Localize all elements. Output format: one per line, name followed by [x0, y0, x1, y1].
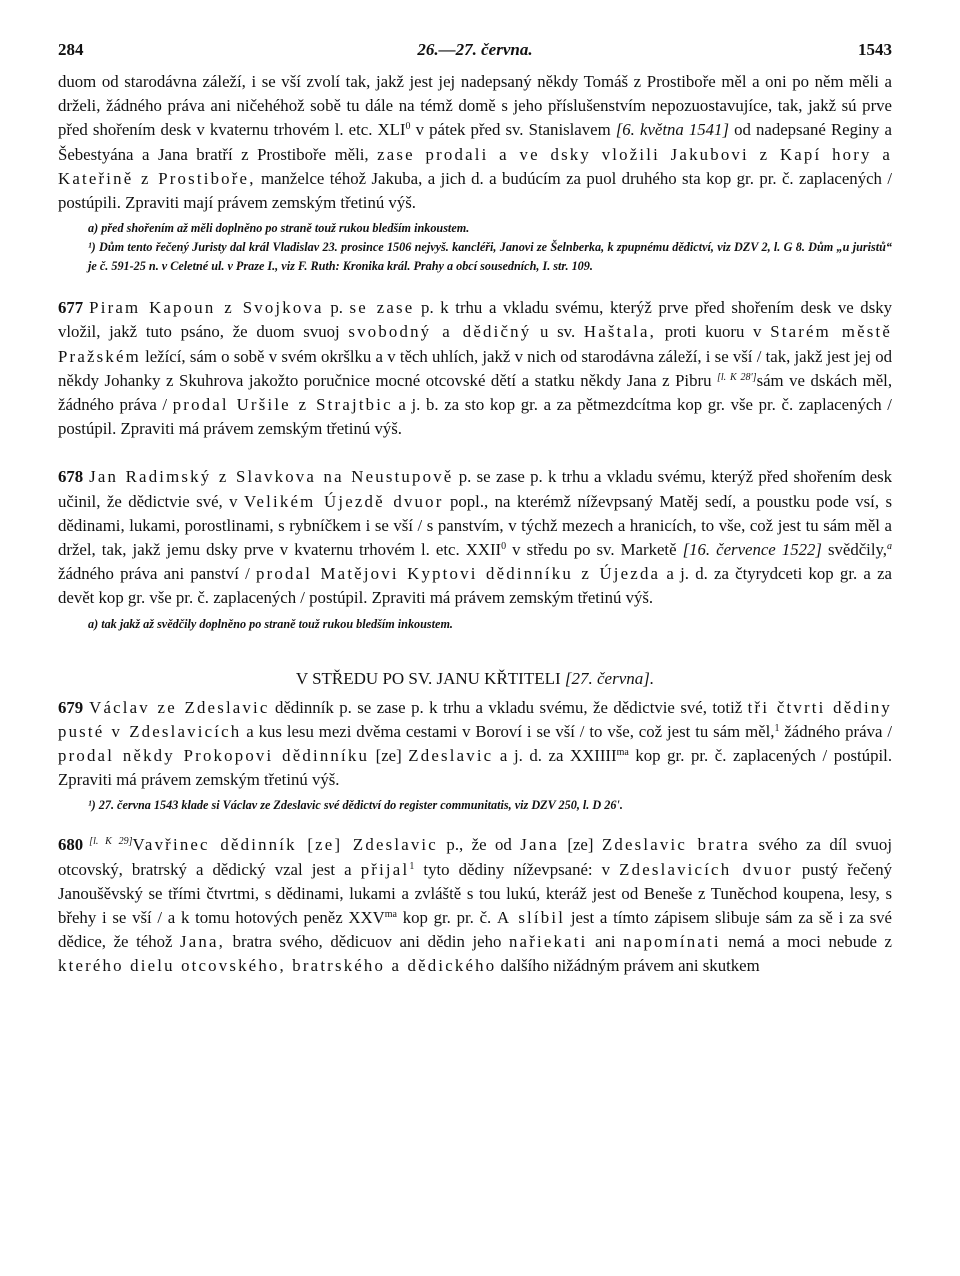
section-heading: V STŘEDU PO SV. JANU KŘTITELI [27. června]. [295, 668, 655, 688]
footnote-1: ¹) 27. června 1543 klade si Václav ze Zdeslavic své dědictví do register communitatis, viz DZV 250, l. D 26'. [88, 798, 623, 813]
entry-number: 679 [58, 697, 84, 717]
running-head-year: 1543 [858, 40, 892, 59]
entry-679-text: 679 Václav ze Zdeslavic dědinník p. se zase p. k trhu a vkladu svému, že dědictvie své, totiž tři čtvrti dědiny pusté v Zdeslavicích a kus lesu mezi dvěma cestami v Boroví i se vší / to vše, což jest tu sám měl,$^1$ žádného práva / prodal někdy Prokopovi dědinníku [ze] Zdeslavic a j. d. za $XXIIII^{ma}$ kop gr. pr. č. zaplacených / postúpil. Zpraviti má právem zemským třetinú výš. [58, 697, 893, 790]
entry-number: 680 [58, 835, 84, 855]
page-number: 284 [58, 40, 84, 59]
footnote-1: ¹) Dům tento řečený Juristy dal král Vladislav 23. prosince 1506 nejvyš. kancléři, Janovi ze Šelnberka, k zpupnému dědictví, viz DZV 2, l. G 8. Dům „u juristů“ je č. 591-25 n. v Celetné ul. v Praze I., viz F. Ruth: Kronika král. Prahy a obcí sousedních, I. str. 109. [88, 240, 892, 274]
entry-678-text: 678 Jan Radimský z Slavkova na Neustupově p. se zase p. k trhu a vkladu svému, kterýž před shořením desk učinil, že dědictvie své, v Velikém Újezdě dvuor popl., na kterémž níževpsaný Matěj sedí, a poustku pode vsí, s dědinami, lukami, porostlinami, s rybníčkem i se vší / s panstvím, v týchž mezech a hranicích, to vše, což jest tu sám měl a držel, tak, jakž jemu dsky prve v kvaternu trhovém l. etc. XXII$^0$ v středu po sv. Marketě [16. července 1522] svědčily,$^a$ žádného práva ani panství / prodal Matějovi Kyptovi dědinníku z Újezda a j. d. za čtyrydceti kop gr. a za devět kop gr. vše pr. č. zaplacených / postúpil. Zpraviti má právem zemským třetinú výš. [58, 467, 893, 608]
entry-677-text: 677 Piram Kapoun z Svojkova p. se zase p. k trhu a vkladu svému, kterýž prve před shořením desk ve dsky vložil, jakž tuto psáno, že duom svuoj svobodný a dědičný u sv. Haštala, proti kuoru v Starém městě Pražském ležící, sám o sobě v svém okršlku a v těch uhlích, jakž v nich od starodávna záleží, i se vší / tak, jakž jest jej od někdy Johanky z Skuhrova jakožto poručnice mocné otcovské dětí a statku někdy Jana z Pibru [l. K 28']sám ve dskách měl, žádného práva / prodal Uršile z Strajtbic a j. b. za sto kop gr. a za pětmezdcítma kop gr. vše pr. č. zaplacených / postúpil. Zpraviti má právem zemským třetinú výš. [58, 298, 893, 439]
running-head-date: 26.—27. června. [417, 40, 533, 59]
entry-676-text: duom od starodávna záleží, i se vší zvolí tak, jakž jest jej nadepsaný někdy Tomáš z Prostiboře měl a oni po něm měli a drželi, žádného práva ani ničehéhož sobě tu dále na témž domě s jeho příslušenstvím nepozuostavujíce, tak, jakž sú prve před shořením desk v kvaternu trhovém l. etc. XLI$^0$ v pátek před sv. Stanislavem [6. května 1541] od nadepsané Reginy a Šebestyána a Jana bratří z Prostiboře měli, zase prodali a ve dsky vložili Jakubovi z Kapí hory a Kateřině z Prostiboře, manželce téhož Jakuba, a jich d. a budúcím za puol druhého sta kop gr. pr. č. zaplacených / postúpili. Zpraviti mají právem zemským třetinú výš. [58, 72, 893, 213]
document-page [58, 40, 892, 979]
entry-680-text: 680 [l. K 29]Vavřinec dědinník [ze] Zdeslavic p., že od Jana [ze] Zdeslavic bratra svého za díl svuoj otcovský, bratrský a dědický vzal jest a přijal$^1$ tyto dědiny níževpsané: v Zdeslavicích dvuor pustý řečený Janoušěvský se třími čtvrtmi, s dědinami, lukami a zvláště s tou lukú, kteráž jest od Beneše z Tuněchod koupena, lesy, s břehy i se vší / a k tomu hotových peněz $XXV^{ma}$ kop gr. pr. č. A slíbil jest a tímto zápisem slibuje sám za sě i za své dědice, že téhož Jana, bratra svého, dědicuov ani dědin jeho nařiekati ani napomínati nemá a moci nebude z kterého dielu otcovského, bratrského a dědického dalšího nižádným právem ani skutkem [58, 835, 892, 976]
entry-number: 677 [58, 298, 84, 318]
running-head [58, 40, 892, 70]
entry-number: 678 [58, 467, 84, 487]
footnote-a: a) tak jakž až svědčily doplněno po straně touž rukou bledším inkoustem. [88, 616, 453, 631]
footnote-a: a) před shořením až měli doplněno po straně touž rukou bledším inkoustem. [88, 221, 470, 236]
